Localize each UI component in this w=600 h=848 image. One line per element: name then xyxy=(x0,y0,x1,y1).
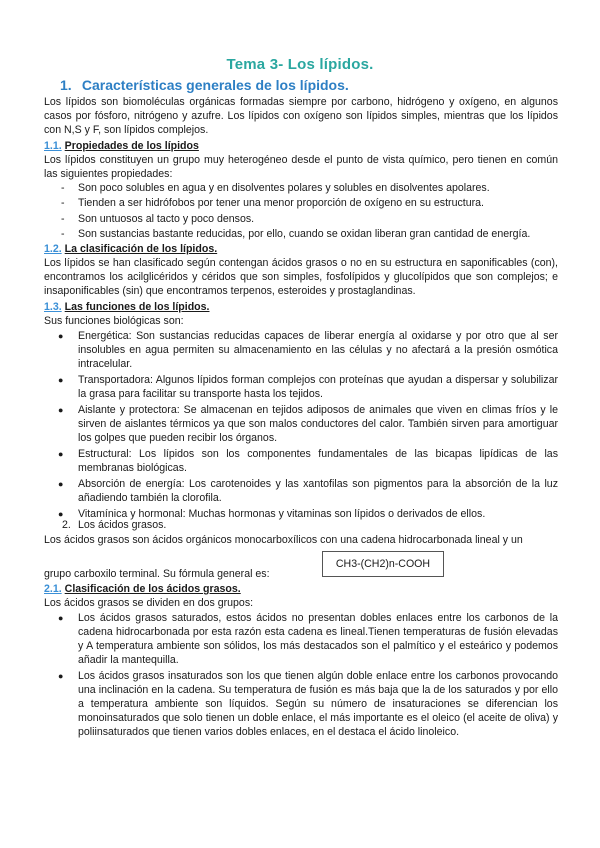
subsection-1-3-heading xyxy=(44,300,209,314)
subsection-1-1-text: Los lípidos constituyen un grupo muy heterogéneo desde el punto de vista químico, pero tienen en común las siguientes propiedades: xyxy=(44,154,558,180)
properties-list xyxy=(44,181,558,242)
subsection-2-1-number: 2.1. xyxy=(44,583,62,595)
subsection-1-1-heading xyxy=(44,139,199,153)
fatty-acids-list xyxy=(44,611,558,741)
subsection-1-2-heading xyxy=(44,242,217,256)
list-item xyxy=(44,447,558,475)
dash-marker: - xyxy=(61,212,65,225)
section-2-text-line-1: Los ácidos grasos son ácidos orgánicos monocarboxílicos con una cadena hidrocarbonada lineal y un xyxy=(44,534,523,546)
dash-marker: - xyxy=(61,227,65,240)
subsection-1-2-number: 1.2. xyxy=(44,243,62,255)
section-2-text-line-2: grupo carboxilo terminal. Su fórmula general es: xyxy=(44,568,270,580)
subsection-2-1-text: Los ácidos grasos se dividen en dos grupos: xyxy=(44,597,254,609)
bullet-marker: ● xyxy=(58,449,64,459)
section-1-number: 1. xyxy=(60,77,72,93)
section-2-title: Los ácidos grasos. xyxy=(78,519,167,531)
bullet-marker: ● xyxy=(58,405,64,415)
list-item-text: Son poco solubles en agua y en disolventes polares y solubles en disolventes apolares. xyxy=(78,182,490,194)
list-item xyxy=(44,669,558,739)
functions-list xyxy=(44,329,558,523)
document-title: Tema 3- Los lípidos. xyxy=(226,56,374,73)
bullet-marker: ● xyxy=(58,375,64,385)
list-item-text: Transportadora: Algunos lípidos forman complejos con proteínas que ayudan a dispersar y solubilizar la grasa para facilitar su transporte hasta los tejidos. xyxy=(78,374,558,400)
subsection-1-1-title: Propiedades de los lípidos xyxy=(64,140,199,152)
bullet-marker: ● xyxy=(58,479,64,489)
list-item xyxy=(44,227,558,241)
list-item xyxy=(44,373,558,401)
subsection-1-3-number: 1.3. xyxy=(44,301,62,313)
list-item xyxy=(44,196,558,210)
section-2-heading xyxy=(62,518,166,532)
list-item xyxy=(44,611,558,667)
section-1-heading xyxy=(60,77,349,93)
list-item xyxy=(44,329,558,371)
dash-marker: - xyxy=(61,182,65,194)
subsection-1-2-text: Los lípidos se han clasificado según contengan ácidos grasos o no en su estructura en saponificables (con), encontramos los acilglicéridos y céridos que son simples, fosfolípidos y glucolípidos que son complejos; e insaponificables (sin) que encontramos terpenos, esteroides y prostaglandinas. xyxy=(44,257,558,297)
bullet-marker: ● xyxy=(58,331,64,341)
bullet-marker: ● xyxy=(58,613,64,623)
section-1-title: Características generales de los lípidos. xyxy=(81,77,349,93)
subsection-2-1-title: Clasificación de los ácidos grasos. xyxy=(64,583,241,595)
subsection-1-3-title: Las funciones de los lípidos. xyxy=(64,301,210,313)
list-item-text: Energética: Son sustancias reducidas capaces de liberar energía al oxidarse y por otro que al ser insolubles en agua permiten su almacenamiento en las células y no afectará a la presión osmótica intracelular. xyxy=(78,330,558,370)
subsection-1-2-title: La clasificación de los lípidos. xyxy=(64,243,218,255)
list-item-text: Absorción de energía: Los carotenoides y las xantofilas son pigmentos para la absorción de la luz añadiendo también la clorofila. xyxy=(78,478,558,504)
subsection-1-1-number: 1.1. xyxy=(44,140,62,152)
section-1-intro: Los lípidos son biomoléculas orgánicas formadas siempre por carbono, hidrógeno y oxígeno, en algunos casos por fósforo, nitrógeno y azufre. Los lípidos con oxígeno son lípidos simples, mientras que los lípidos con N,S y F, son lípidos complejos. xyxy=(44,96,558,136)
list-item-text: Los ácidos grasos saturados, estos ácidos no presentan dobles enlaces entre los carbonos de la cadena hidrocarbonada por esta razón esta cadena es lineal.Tienen temperaturas de fusión elevadas y A temperatura ambiente son sólidos, los más destacados son el palmítico y el esteárico y podemos añadir la mantequilla. xyxy=(78,612,558,666)
list-item-text: Los ácidos grasos insaturados son los que tienen algún doble enlace entre los carbonos provocando una inclinación en la cadena. Su temperatura de fusión es más baja que la de los saturados y por ello a temperatura ambiente son líquidos. Según su número de insaturaciones se diferencian los monoinsaturados que solo tienen un doble enlace, el más importante es el oleico (el aceite de oliva) y poliinsaturados que tienen varios dobles enlaces, en el destaca el ácido linoleico. xyxy=(78,670,558,738)
list-item-text: Vitamínica y hormonal: Muchas hormonas y vitaminas son lípidos o derivados de ellos. xyxy=(78,508,486,520)
list-item xyxy=(44,181,558,195)
list-item xyxy=(44,403,558,445)
list-item xyxy=(44,477,558,505)
list-item-text: Son untuosos al tacto y poco densos. xyxy=(78,212,255,225)
bullet-marker: ● xyxy=(58,509,64,519)
formula-box: CH3-(CH2)n-COOH xyxy=(322,551,444,577)
list-item xyxy=(44,212,558,226)
list-item-text: Aislante y protectora: Se almacenan en tejidos adiposos de animales que viven en climas fríos y le sirven de aislantes térmicos ya que son malos conductores del calor. También sirven para amortiguar los golpes que pueden recibir los órganos. xyxy=(78,404,558,444)
list-item-text: Tienden a ser hidrófobos por tener una menor proporción de oxígeno en su estructura. xyxy=(78,197,484,210)
list-item-text: Son sustancias bastante reducidas, por ello, cuando se oxidan liberan gran cantidad de energía. xyxy=(78,227,531,240)
bullet-marker: ● xyxy=(58,671,64,681)
list-item-text: Estructural: Los lípidos son los componentes fundamentales de las bicapas lipídicas de las membranas biológicas. xyxy=(78,448,558,474)
section-2-number: 2. xyxy=(62,519,71,531)
subsection-1-3-text: Sus funciones biológicas son: xyxy=(44,315,184,327)
subsection-2-1-heading xyxy=(44,582,241,596)
dash-marker: - xyxy=(61,197,65,210)
